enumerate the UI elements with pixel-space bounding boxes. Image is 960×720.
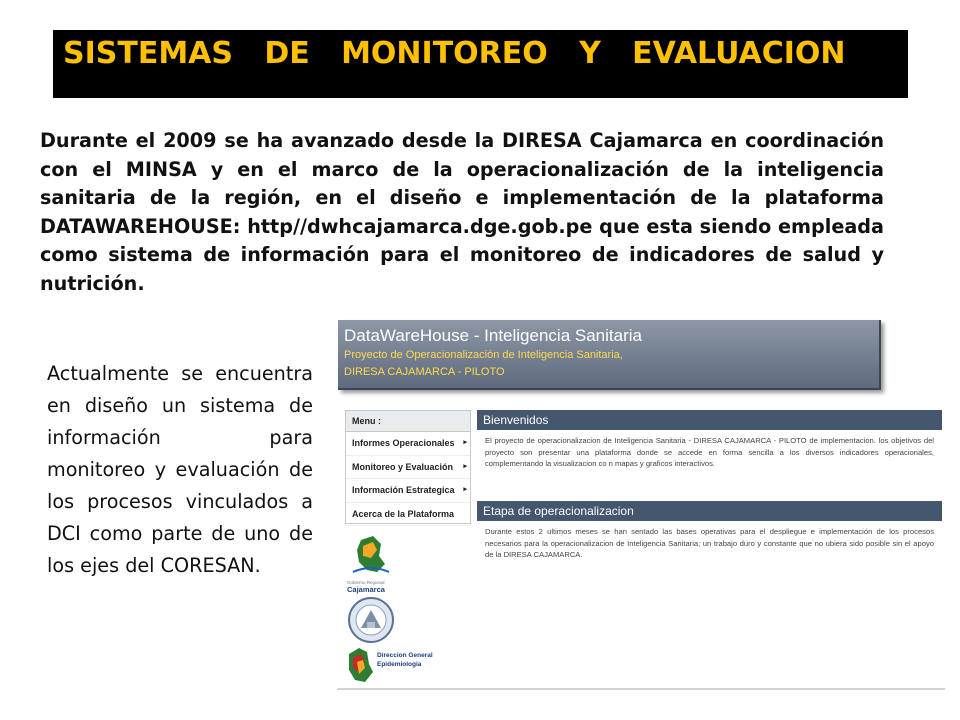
arrow-right-icon: ▸ [463,462,467,470]
arrow-right-icon: ▸ [463,486,467,493]
menu-item-monitoreo-evaluacion[interactable] [346,456,470,480]
menu-item-informacion-estrategica[interactable] [346,479,470,503]
logo1-name: Cajamarca [347,585,385,594]
intro-paragraph: Durante el 2009 se ha avanzado desde la DIRESA Cajamarca en coordinación con el MINSA y en el marco de la operacionalización de la inteligencia sanitaria de la región, en el diseño e implementación de la plataforma DATAWAREHOUSE: http//dwhcajamarca.dge.gob.pe que esta siendo empleada como sistema de información para el monitoreo de indicadores de salud y nutrición. [40,129,884,295]
menu-item-informes-operacionales[interactable] [346,432,470,456]
slide-title: SISTEMAS DE MONITOREO Y EVALUACION [63,36,846,71]
epidemiologia-logo [349,648,433,682]
panel-etapa-title: Etapa de operacionalizacion [477,501,942,521]
menu-item-label: Acerca de la Plataforma [352,508,455,519]
gobierno-regional-logo [347,536,389,594]
logo3-line1: Direccion General [377,652,433,659]
site-menu [345,410,471,524]
panel-bienvenidos-text: El proyecto de operacionalizacion de Inteligencia Sanitaria - DIRESA CAJAMARCA - PILOTO de implementacion. los objetivos del proyecto son presentar una plataforma donde se accede en forma sencilla a los diversos indicadores operacionales, complementando la visualizacion co n mapas y graficos interactivos. [485,436,934,469]
menu-item-label: Información Estrategica [352,485,455,495]
datawarehouse-subtitle-diresa: DIRESA CAJAMARCA - PILOTO [344,366,505,378]
panel-bienvenidos-title: Bienvenidos [477,410,942,430]
logo3-line2: Epidemiologia [377,661,422,668]
seal-logo [349,598,393,642]
datawarehouse-title: DataWareHouse - Inteligencia Sanitaria [344,326,642,345]
datawarehouse-header [338,320,881,390]
menu-item-acerca-plataforma[interactable] [346,503,470,527]
screenshot-bottom-divider [337,688,945,690]
side-paragraph: Actualmente se encuentra en diseño un sistema de información para monitoreo y evaluación de los procesos vinculados a DCI como parte de uno de los ejes del CORESAN. [47,362,313,577]
logos-column [343,532,453,692]
menu-item-label: Monitoreo y Evaluación [352,461,454,472]
panel-etapa-text: Durante estos 2 ultimos meses se han sentado las bases operativas para el despliegue e implementación de los procesos necesarios para la operacionalizacion de Inteligencia Sanitaria; un trabajo duro y constante que no ubiera sido posible sin el apoyo de la DIRESA CAJAMARCA. [485,527,934,560]
logos-graphic [343,532,453,692]
datawarehouse-subtitle-project: Proyecto de Operacionalización de Inteligencia Sanitaria, [344,349,623,361]
slide-title-bar [53,30,908,98]
arrow-right-icon: ▸ [463,439,467,446]
menu-title: Menu : [346,411,470,432]
menu-item-label: Informes Operacionales [352,438,455,448]
logo1-small-text: Gobierno Regional [347,580,385,585]
